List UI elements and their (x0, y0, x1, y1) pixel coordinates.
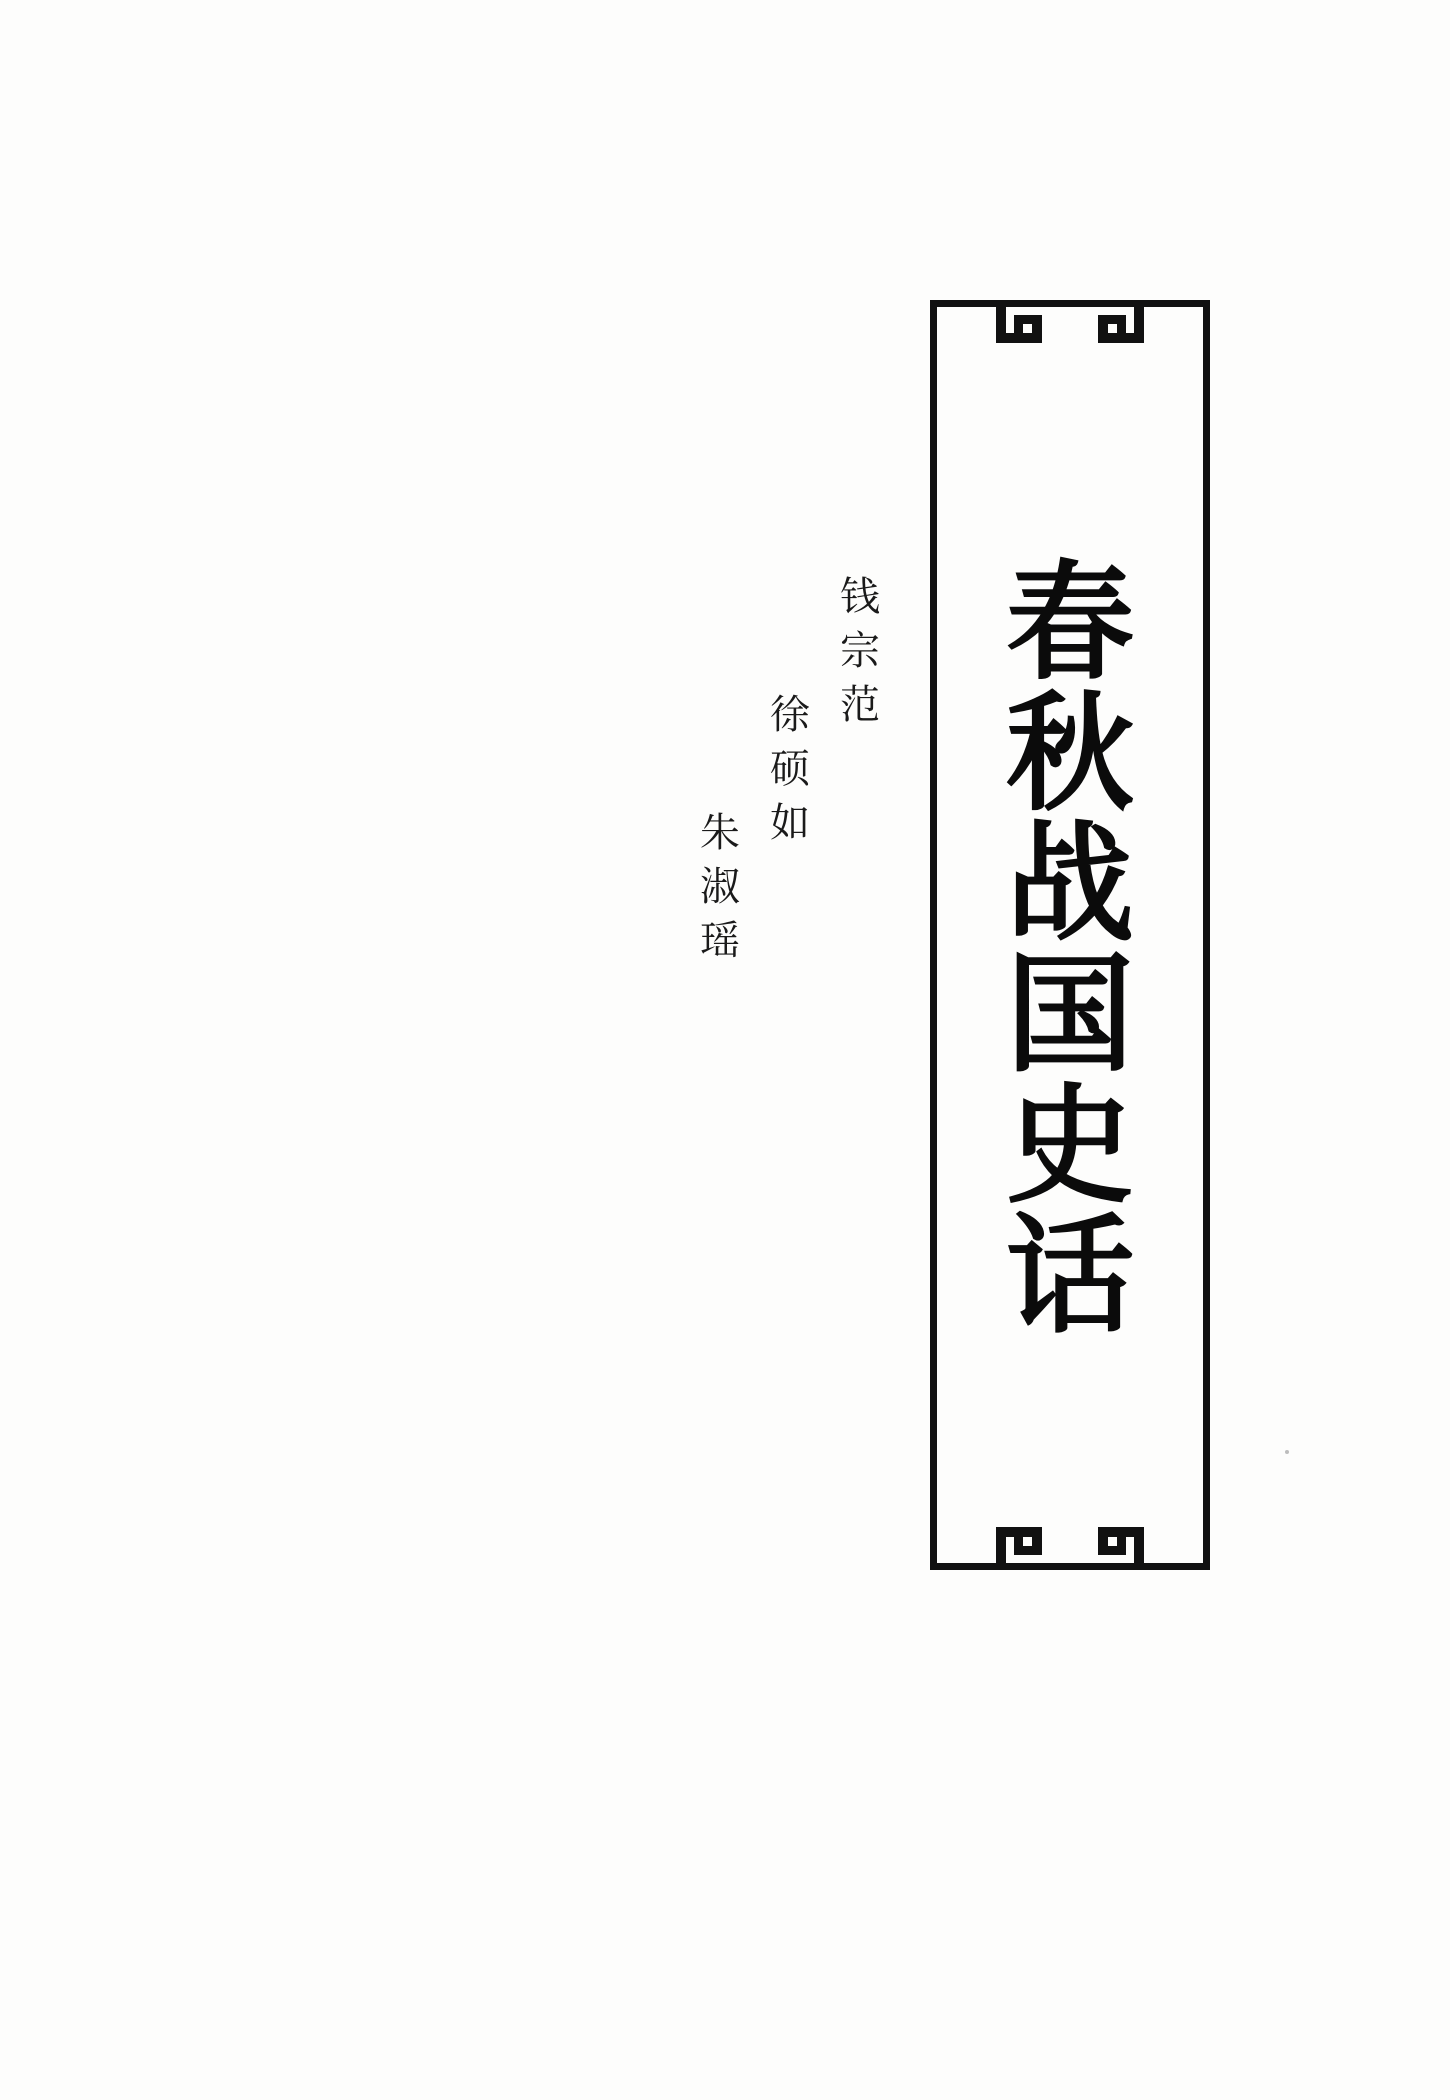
title-char: 春 (1005, 548, 1134, 699)
author-name-1 (840, 570, 880, 732)
author-char: 淑 (700, 864, 740, 910)
author-char: 如 (770, 800, 810, 846)
author-char: 宗 (840, 628, 880, 674)
book-title (930, 300, 1210, 1570)
title-frame (930, 300, 1210, 1570)
author-name-2 (770, 688, 810, 850)
title-char: 话 (1005, 1201, 1134, 1352)
author-name-3 (700, 806, 740, 968)
author-list (700, 570, 880, 968)
author-char: 范 (840, 682, 880, 728)
title-char: 史 (1005, 1070, 1134, 1221)
title-char: 国 (1005, 940, 1134, 1090)
author-char: 瑶 (700, 918, 740, 964)
author-char: 硕 (770, 746, 810, 792)
title-char: 秋 (1005, 678, 1134, 829)
paper-speck (1285, 1450, 1289, 1454)
author-char: 徐 (770, 692, 810, 738)
title-char: 战 (1005, 809, 1134, 960)
author-char: 朱 (700, 810, 740, 856)
author-char: 钱 (840, 574, 880, 620)
